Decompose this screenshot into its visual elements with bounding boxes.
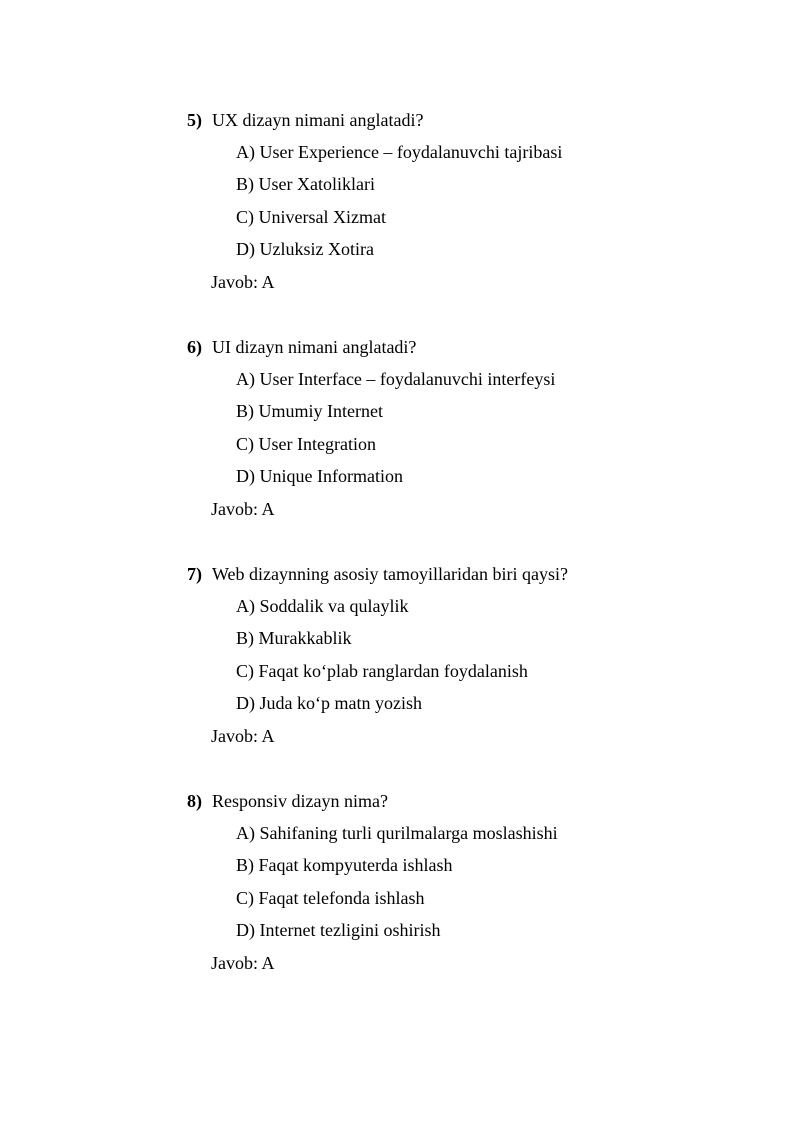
question-text: Web dizaynning asosiy tamoyillaridan biri qaysi? (212, 564, 568, 584)
answer-line: Javob: A (211, 272, 275, 292)
question-line (187, 790, 388, 812)
question-line (187, 336, 416, 358)
option-b: B) Murakkablik (236, 628, 352, 648)
option-b: B) Faqat kompyuterda ishlash (236, 855, 453, 875)
question-line (187, 563, 568, 585)
option-a: A) User Interface – foydalanuvchi interfeysi (236, 369, 556, 389)
option-c: C) User Integration (236, 434, 376, 454)
answer-line: Javob: A (211, 953, 275, 973)
question-line (187, 109, 423, 131)
answer-line: Javob: A (211, 499, 275, 519)
question-text: UI dizayn nimani anglatadi? (212, 337, 417, 357)
option-b: B) Umumiy Internet (236, 401, 383, 421)
option-b: B) User Xatoliklari (236, 174, 375, 194)
question-text: Responsiv dizayn nima? (212, 791, 388, 811)
option-a: A) Soddalik va qulaylik (236, 596, 409, 616)
option-a: A) Sahifaning turli qurilmalarga moslashishi (236, 823, 558, 843)
question-number: 8) (187, 791, 202, 811)
question-number: 6) (187, 337, 202, 357)
option-c: C) Universal Xizmat (236, 207, 386, 227)
option-d: D) Juda ko‘p matn yozish (236, 693, 422, 713)
question-text: UX dizayn nimani anglatadi? (212, 110, 424, 130)
option-d: D) Uzluksiz Xotira (236, 239, 374, 259)
option-c: C) Faqat ko‘plab ranglardan foydalanish (236, 661, 528, 681)
question-number: 5) (187, 110, 202, 130)
option-c: C) Faqat telefonda ishlash (236, 888, 425, 908)
option-a: A) User Experience – foydalanuvchi tajribasi (236, 142, 563, 162)
option-d: D) Internet tezligini oshirish (236, 920, 441, 940)
question-number: 7) (187, 564, 202, 584)
option-d: D) Unique Information (236, 466, 403, 486)
answer-line: Javob: A (211, 726, 275, 746)
